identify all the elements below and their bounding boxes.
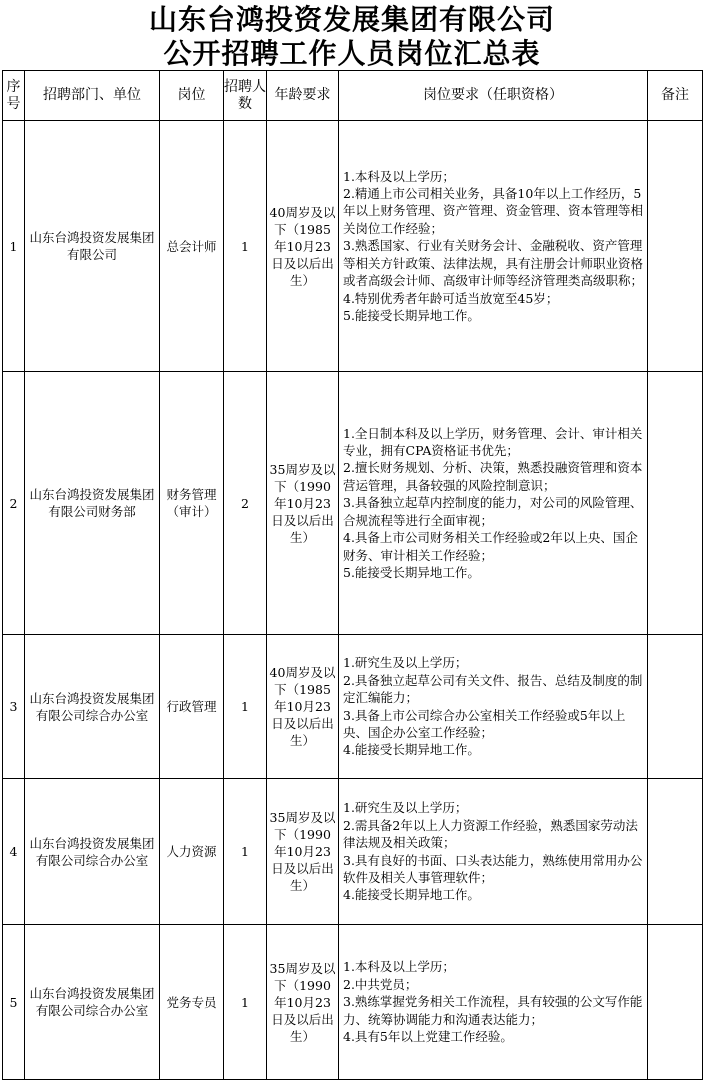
- cell-seq: 1: [3, 121, 25, 372]
- requirement-line: 1.研究生及以上学历；: [343, 800, 468, 816]
- cell-position: 行政管理: [160, 635, 224, 779]
- cell-requirements: [339, 635, 648, 779]
- cell-count: 1: [224, 925, 267, 1080]
- cell-dept: 山东台鸿投资发展集团有限公司: [25, 121, 160, 372]
- cell-age: 35周岁及以下（1990年10月23日及以后出生）: [267, 925, 339, 1080]
- cell-age: 35周岁及以下（1990年10月23日及以后出生）: [267, 372, 339, 635]
- cell-remarks: [648, 925, 703, 1080]
- cell-position: 党务专员: [160, 925, 224, 1080]
- requirement-line: 3.具备独立起草内控制度的能力，对公司的风险管理、合规流程等进行全面审视；: [343, 495, 643, 528]
- cell-dept: 山东台鸿投资发展集团有限公司综合办公室: [25, 779, 160, 925]
- requirement-line: 4.具有5年以上党建工作经验。: [343, 1029, 513, 1045]
- table-row: [3, 121, 703, 372]
- header-position: 岗位: [160, 71, 224, 121]
- cell-count: 1: [224, 121, 267, 372]
- requirement-line: 3.具有良好的书面、口头表达能力，熟练使用常用办公软件及相关人事管理软件；: [343, 852, 643, 885]
- cell-remarks: [648, 372, 703, 635]
- cell-remarks: [648, 779, 703, 925]
- cell-seq: 2: [3, 372, 25, 635]
- header-age: 年龄要求: [267, 71, 339, 121]
- table-row: [3, 925, 703, 1080]
- requirement-line: 2.需具备2年以上人力资源工作经验，熟悉国家劳动法律法规及相关政策；: [343, 817, 638, 851]
- requirement-line: 4.具备上市公司财务相关工作经验或2年以上央、国企财务、审计相关工作经验；: [343, 530, 638, 563]
- requirement-line: 5.能接受长期异地工作。: [343, 564, 480, 580]
- cell-dept: 山东台鸿投资发展集团有限公司财务部: [25, 372, 160, 635]
- requirement-line: 3.熟练掌握党务相关工作流程，具有较强的公文写作能力、统筹协调能力和沟通表达能力；: [343, 994, 643, 1027]
- page-subtitle: 公开招聘工作人员岗位汇总表: [163, 37, 541, 70]
- cell-dept: 山东台鸿投资发展集团有限公司综合办公室: [25, 635, 160, 779]
- cell-dept: 山东台鸿投资发展集团有限公司综合办公室: [25, 925, 160, 1080]
- requirement-line: 2.中共党员；: [343, 976, 418, 992]
- cell-requirements: [339, 121, 648, 372]
- cell-requirements: [339, 925, 648, 1080]
- cell-position: 总会计师: [160, 121, 224, 372]
- requirement-line: 4.能接受长期异地工作。: [343, 887, 480, 903]
- table-row: [3, 779, 703, 925]
- page-title: 山东台鸿投资发展集团有限公司: [148, 3, 555, 36]
- header-count: 招聘人数: [224, 71, 267, 121]
- header-requirements: 岗位要求（任职资格）: [339, 71, 648, 121]
- cell-seq: 5: [3, 925, 25, 1080]
- cell-requirements: [339, 779, 648, 925]
- requirement-line: 2.具备独立起草公司有关文件、报告、总结及制度的制定汇编能力；: [343, 672, 643, 706]
- cell-seq: 4: [3, 779, 25, 925]
- cell-count: 2: [224, 372, 267, 635]
- cell-remarks: [648, 121, 703, 372]
- requirement-line: 3.熟悉国家、行业有关财务会计、金融税收、资产管理等相关方针政策、法律法规，具有注册会计师职业资格或者高级会计师、高级审计师等经济管理类高级职称；: [343, 238, 644, 289]
- table-header-row: [3, 71, 703, 121]
- header-seq: 序号: [3, 71, 25, 121]
- cell-count: 1: [224, 635, 267, 779]
- requirement-line: 2.精通上市公司相关业务，具备10年以上工作经历，5年以上财务管理、资产管理、资金管理、资本管理等相关岗位工作经验；: [343, 186, 644, 236]
- requirement-line: 1.全日制本科及以上学历，财务管理、会计、审计相关专业，拥有CPA资格证书优先；: [343, 425, 643, 459]
- requirement-line: 4.特别优秀者年龄可适当放宽至45岁；: [343, 290, 559, 306]
- requirement-line: 2.擅长财务规划、分析、决策，熟悉投融资管理和资本营运管理，具备较强的风险控制意识；: [343, 460, 643, 493]
- requirement-line: 4.能接受长期异地工作。: [343, 742, 480, 758]
- table-row: [3, 635, 703, 779]
- cell-requirements: [339, 372, 648, 635]
- requirement-line: 1.研究生及以上学历；: [343, 655, 468, 671]
- header-remarks: 备注: [648, 71, 703, 121]
- requirement-line: 1.本科及以上学历；: [343, 168, 455, 184]
- table-row: [3, 372, 703, 635]
- requirement-line: 3.具备上市公司综合办公室相关工作经验或5年以上央、国企办公室工作经验；: [343, 707, 626, 740]
- cell-seq: 3: [3, 635, 25, 779]
- cell-position: 财务管理（审计）: [160, 372, 224, 635]
- cell-count: 1: [224, 779, 267, 925]
- cell-position: 人力资源: [160, 779, 224, 925]
- cell-age: 40周岁及以下（1985年10月23日及以后出生）: [267, 121, 339, 372]
- header-dept: 招聘部门、单位: [25, 71, 160, 121]
- cell-remarks: [648, 635, 703, 779]
- requirement-line: 5.能接受长期异地工作。: [343, 307, 480, 323]
- cell-age: 40周岁及以下（1985年10月23日及以后出生）: [267, 635, 339, 779]
- requirement-line: 1.本科及以上学历；: [343, 959, 455, 975]
- cell-age: 35周岁及以下（1990年10月23日及以后出生）: [267, 779, 339, 925]
- positions-table: [2, 70, 703, 1080]
